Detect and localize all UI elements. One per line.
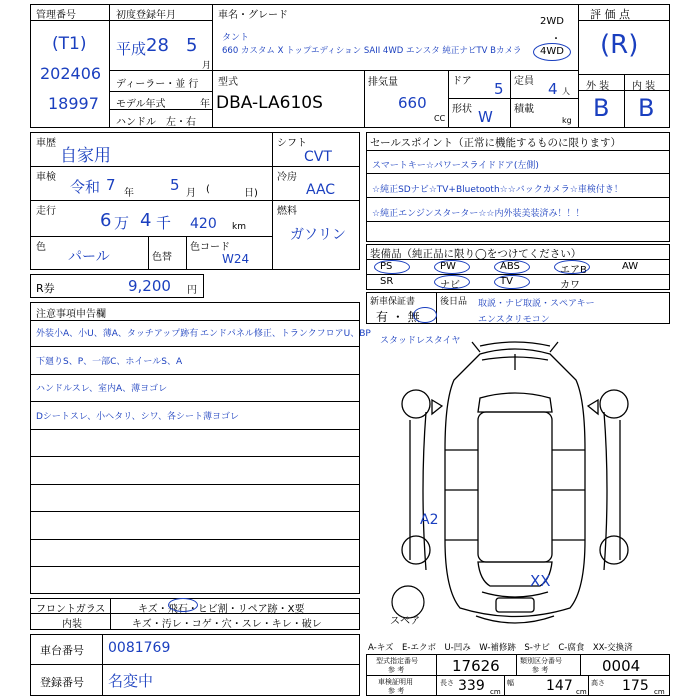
- chassis-no: 0081769: [108, 640, 171, 656]
- capacity-unit: 人: [562, 87, 570, 96]
- drive-4wd-circle: [533, 43, 571, 61]
- reg-no-label: 登録番号: [40, 676, 84, 689]
- width: 147: [546, 678, 573, 694]
- load-label: 積載: [514, 104, 534, 115]
- handle-label: ハンドル 左・右: [116, 117, 196, 128]
- designation-no: 17626: [452, 657, 500, 675]
- yen-unit: 円: [187, 285, 197, 296]
- drive-2wd: 2WD: [540, 16, 564, 27]
- divider: [30, 664, 360, 665]
- sales-point-3: ☆純正エンジンスターター☆☆内外装美装済み！！！: [372, 209, 585, 219]
- sales-label: セールスポイント（正常に機能するものに限ります）: [370, 137, 622, 149]
- divider: [510, 98, 511, 128]
- recolor-label: 色替: [152, 252, 172, 263]
- divider: [110, 598, 111, 630]
- insp-paren-open: (: [206, 184, 210, 195]
- mileage-label: 走行: [36, 206, 56, 217]
- insp-year-unit: 年: [124, 188, 134, 199]
- equip-circle: [434, 260, 470, 274]
- divider: [212, 70, 213, 128]
- divider: [624, 74, 625, 128]
- height-unit: cm: [654, 688, 665, 696]
- cc-unit: CC: [434, 114, 446, 123]
- divider: [436, 292, 437, 324]
- inspection-label: 車検: [36, 172, 56, 183]
- notes-label: 注意事項申告欄: [36, 309, 106, 320]
- note-rule: [30, 566, 360, 567]
- note-rule: [30, 511, 360, 512]
- car-body-diagram: [380, 340, 650, 630]
- equip-circle: [434, 275, 470, 289]
- note-rule: [30, 456, 360, 457]
- windshield-label: フロントガラス: [36, 604, 106, 615]
- color-code: W24: [222, 252, 250, 266]
- car-grade: 660 カスタム X トップエディション SAII 4WD エンスタ 純正ナビTV Bカメラ: [222, 46, 522, 56]
- model-type: DBA-LA610S: [216, 93, 323, 113]
- equip-item: PW: [440, 261, 456, 272]
- equip-item: TV: [500, 276, 513, 287]
- note-line-4: Dシートスレ、小ヘタリ、シワ、各シート薄ヨゴレ: [36, 412, 239, 422]
- spare-label: スペア: [390, 616, 420, 627]
- insp-year: 7: [106, 176, 116, 194]
- divider: [30, 320, 360, 321]
- doors: 5: [494, 80, 504, 98]
- divider: [578, 4, 579, 128]
- divider: [436, 654, 437, 696]
- note-rule: [30, 484, 360, 485]
- shift-label: シフト: [277, 138, 307, 149]
- reg-era: 平成: [116, 40, 147, 58]
- divider: [588, 675, 589, 696]
- note-rule: [30, 539, 360, 540]
- mileage-man: 6: [100, 210, 112, 231]
- insp-era: 令和: [70, 178, 101, 196]
- length: 339: [458, 678, 485, 694]
- shift: CVT: [304, 149, 332, 165]
- insp-month: 5: [170, 176, 180, 194]
- equip-item: エアB: [560, 265, 587, 276]
- equip-circle: [494, 275, 530, 289]
- warranty-label: 新車保証書: [370, 297, 416, 307]
- diagram-note: スタッドレスタイヤ: [380, 336, 461, 346]
- interior-cond-label: 内装: [62, 619, 82, 630]
- mgmt-num2: 18997: [48, 94, 99, 113]
- shape-label: 形状: [452, 104, 472, 115]
- history-label: 車歴: [36, 138, 56, 149]
- mgmt-num1: 202406: [40, 64, 102, 83]
- equip-item: SR: [380, 276, 394, 287]
- name-grade-label: 車名・グレード: [218, 10, 288, 21]
- accessories-1: 取説・ナビ取説・スペアキー: [478, 299, 595, 309]
- divider: [272, 132, 273, 270]
- fuel-label: 燃料: [277, 206, 297, 217]
- note-line-1: 外装小A、小U、薄A、タッチアップ跡有: [36, 329, 199, 339]
- r-ticket: 9,200: [128, 277, 171, 295]
- divider: [110, 91, 212, 92]
- divider: [30, 236, 272, 237]
- note-line-2: 下廻りS、P、一部C、ホイールS、A: [36, 357, 183, 367]
- rating-label: 評 価 点: [590, 8, 630, 21]
- width-unit: cm: [576, 688, 587, 696]
- displacement-label: 排気量: [368, 77, 398, 88]
- note-rule: [30, 374, 360, 375]
- height-label: 高さ: [591, 679, 605, 687]
- cooler-label: 冷房: [277, 172, 297, 183]
- first-reg-label: 初度登録年月: [116, 10, 176, 21]
- displacement: 660: [398, 94, 427, 112]
- model-year-unit: 年: [200, 99, 210, 110]
- divider: [272, 200, 360, 201]
- windshield-items: キズ・飛石・ヒビ割・リペア跡・X要: [138, 604, 305, 615]
- windshield-circle: [168, 598, 198, 612]
- category-label-1: 類別区分番号: [520, 657, 562, 665]
- divider: [110, 70, 578, 71]
- damage-legend: A-キズ E-エクボ U-凹み W-補修跡 S-サビ C-腐食 XX-交換済: [368, 643, 633, 653]
- mgmt-code: (T1): [52, 34, 87, 54]
- exterior-label: 外 装: [586, 81, 610, 92]
- kg-unit: kg: [562, 116, 572, 125]
- divider: [366, 197, 670, 198]
- divider: [364, 70, 365, 128]
- divider: [366, 221, 670, 222]
- divider: [186, 236, 187, 270]
- sen-unit: 千: [156, 214, 172, 232]
- km-unit: km: [232, 222, 246, 232]
- equip-item: ABS: [500, 261, 520, 272]
- fuel: ガソリン: [290, 227, 346, 243]
- divider: [366, 675, 670, 676]
- cooler: AAC: [306, 182, 336, 198]
- divider: [580, 654, 581, 675]
- capacity: 4: [548, 80, 558, 98]
- note-line-1-right: エンドパネル修正、トランクフロアU、BP: [200, 329, 371, 339]
- equip-item: AW: [622, 261, 639, 272]
- color: パール: [68, 249, 110, 265]
- reg-no: 名変中: [108, 672, 154, 690]
- model-year-label: モデル年式: [116, 99, 166, 110]
- mgmt-label: 管理番号: [36, 10, 76, 21]
- month-unit: 月: [202, 61, 212, 71]
- note-line-3: ハンドルスレ、室内A、薄ヨゴレ: [36, 384, 168, 394]
- type-label: 型式: [218, 77, 238, 88]
- exterior-grade: B: [593, 94, 610, 122]
- divider: [148, 236, 149, 270]
- divider: [366, 173, 670, 174]
- doors-label: ドア: [452, 76, 472, 87]
- equip-item: カワ: [560, 280, 580, 291]
- divider: [366, 150, 670, 151]
- color-code-label: 色コード: [190, 242, 230, 253]
- divider: [30, 200, 272, 201]
- history: 自家用: [60, 146, 111, 166]
- length-unit: cm: [490, 688, 501, 696]
- mileage-rest: 420: [190, 216, 217, 232]
- car-name: タント: [222, 33, 250, 43]
- interior-grade: B: [638, 94, 655, 122]
- accessories-2: エンスタリモコン: [478, 315, 550, 325]
- reg-month: 5: [186, 35, 198, 56]
- note-rule: [30, 429, 360, 430]
- divider: [516, 654, 517, 675]
- equip-circle: [374, 260, 410, 274]
- insp-month-unit: 月: [186, 188, 196, 199]
- shape: W: [478, 108, 493, 126]
- note-rule: [30, 401, 360, 402]
- designation-label-1: 型式指定番号: [376, 657, 418, 665]
- sales-point-1: スマートキー☆パワースライドドア(左側): [372, 161, 539, 171]
- warranty-circle: [413, 307, 437, 323]
- category-no: 0004: [602, 657, 641, 675]
- width-label: 幅: [507, 679, 514, 687]
- dealer-label: ディーラー・並 行: [116, 79, 199, 90]
- warranty-options: 有 ・ 無: [376, 310, 420, 324]
- equip-circle: [554, 260, 590, 274]
- drive-dot: ・: [551, 34, 561, 45]
- sales-point-2: ☆純正SDナビ☆TV+Bluetooth☆☆バックカメラ☆車検付き！: [372, 185, 623, 195]
- accessories-label: 後日品: [440, 297, 468, 307]
- interior-cond-items: キズ・汚レ・コゲ・穴・スレ・キレ・破レ: [132, 619, 322, 630]
- height: 175: [622, 678, 649, 694]
- divider: [448, 70, 449, 128]
- drive-4wd: 4WD: [540, 46, 564, 57]
- equip-circle: [494, 260, 530, 274]
- designation-label-2: 参 考: [388, 666, 405, 674]
- divider: [272, 166, 360, 167]
- mileage-sen: 4: [140, 210, 152, 231]
- mark-xx: XX: [530, 572, 551, 590]
- divider: [212, 4, 213, 70]
- color-label: 色: [36, 242, 46, 253]
- equipment-label: 装備品（純正品に限り◯をつけてください）: [370, 248, 582, 260]
- man-unit: 万: [114, 214, 130, 232]
- divider: [510, 70, 511, 98]
- mark-a2: A2: [420, 512, 439, 528]
- certificate-label-2: 参 考: [388, 687, 405, 695]
- rating-value: (R): [600, 30, 639, 60]
- divider: [110, 109, 212, 110]
- equip-item: PS: [380, 261, 393, 272]
- insp-day-unit: 日): [244, 188, 258, 199]
- certificate-label-1: 車検証明用: [378, 678, 413, 686]
- reg-year: 28: [146, 35, 169, 56]
- equip-item: ナビ: [440, 280, 460, 291]
- note-rule: [30, 346, 360, 347]
- divider: [448, 98, 578, 99]
- chassis-label: 車台番号: [40, 644, 84, 657]
- r-ticket-frame: [30, 274, 204, 298]
- r-ticket-label: R券: [36, 282, 55, 295]
- capacity-label: 定員: [514, 76, 534, 87]
- divider: [504, 675, 505, 696]
- length-label: 長さ: [440, 679, 454, 687]
- divider: [102, 634, 103, 696]
- divider: [30, 166, 272, 167]
- category-label-2: 参 考: [532, 666, 549, 674]
- interior-label: 内 装: [632, 81, 656, 92]
